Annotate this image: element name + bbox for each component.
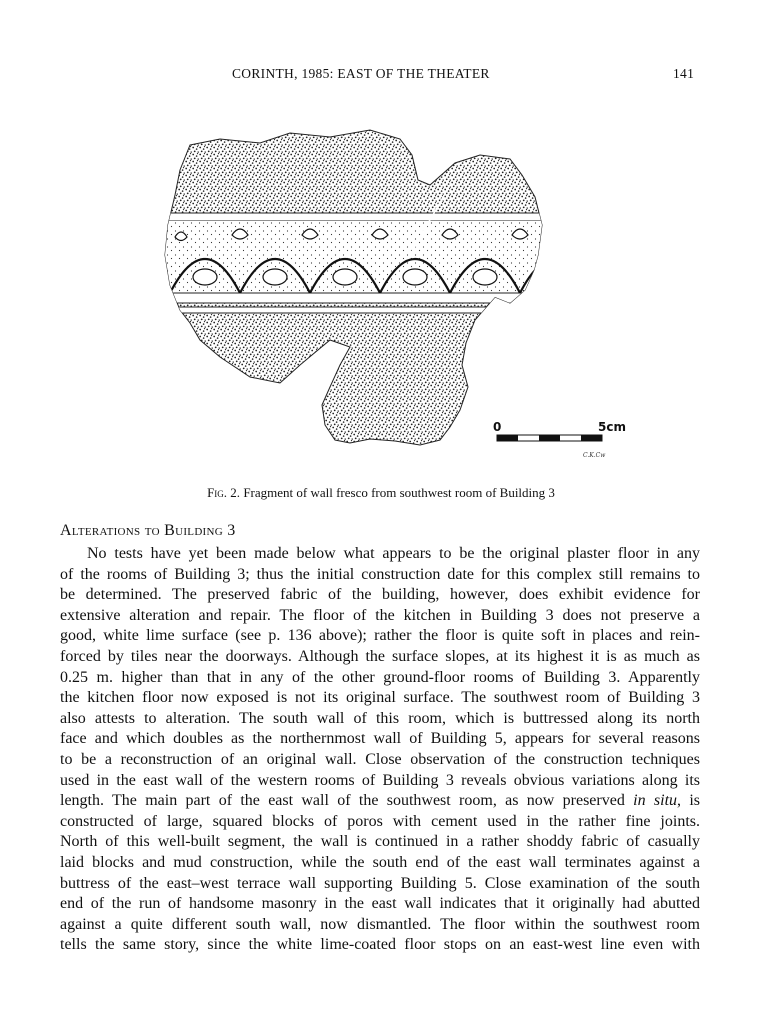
body-line-8: the kitchen floor now exposed is not its original surface. The southwest room of Building 3 xyxy=(60,689,700,707)
running-title: CORINTH, 1985: EAST OF THE THEATER xyxy=(232,66,490,81)
body-line-13 xyxy=(60,791,700,812)
body-line-13-text: length. The main part of the east wall of the southwest room, as now preserved xyxy=(60,792,625,810)
body-line-7: 0.25 m. higher than that in any of the other ground-floor rooms of Building 3. Apparently xyxy=(60,668,700,686)
body-line-15: North of this well-built segment, the wall is continued in a rather shoddy fabric of casually xyxy=(60,833,700,851)
body-line-14: constructed of large, squared blocks of poros with cement used in the rather fine joints. xyxy=(60,812,700,830)
body-text xyxy=(60,544,700,956)
body-line-12: used in the east wall of the western rooms of Building 3 reveals obvious variations along its xyxy=(60,771,700,789)
italic-in-situ: in situ xyxy=(633,792,678,810)
scale-zero-label: 0 xyxy=(493,420,502,434)
body-line-6: forced by tiles near the doorways. Although the surface slopes, at its highest it is as much as xyxy=(60,647,700,665)
body-line-11: to be a reconstruction of an original wall. Close observation of the construction techniques xyxy=(60,750,700,768)
figure-caption xyxy=(0,485,762,501)
caption-label: Fig. 2. xyxy=(207,485,241,500)
body-line-5: good, white lime surface (see p. 136 above); rather the floor is quite soft in places and rein- xyxy=(60,627,700,645)
page-number: 141 xyxy=(673,66,695,81)
artist-signature: C.K.Cw xyxy=(583,452,606,459)
body-line-18: end of the run of handsome masonry in the east wall indicates that it originally had abutted xyxy=(60,895,700,913)
body-line-4: extensive alteration and repair. The floor of the kitchen in Building 3 does not preserve a xyxy=(60,606,700,624)
scale-bar xyxy=(497,435,602,441)
section-heading: Alterations to Building 3 xyxy=(60,522,236,539)
scale-unit-label: 5cm xyxy=(598,420,626,434)
body-line-2: of the rooms of Building 3; thus the initial construction date for this complex still remains to xyxy=(60,565,700,583)
caption-text: Fragment of wall fresco from southwest room of Building 3 xyxy=(240,485,555,500)
body-line-20: tells the same story, since the white lime-coated floor stops on an east-west line even with xyxy=(60,936,700,954)
body-line-13-tail: , is xyxy=(677,792,700,810)
body-line-3: be determined. The preserved fabric of the building, however, does exhibit evidence for xyxy=(60,586,700,604)
body-line-1: No tests have yet been made below what appears to be the original plaster floor in any xyxy=(87,545,700,562)
fresco-figure xyxy=(150,125,650,470)
body-line-16: laid blocks and mud construction, while the south end of the east wall terminates against a xyxy=(60,853,700,871)
fresco-band xyxy=(150,213,590,313)
body-line-10: face and which doubles as the northernmost wall of Building 5, appears for several reasons xyxy=(60,730,700,748)
body-line-9: also attests to alteration. The south wall of this room, which is buttressed along its north xyxy=(60,709,700,727)
body-line-19: against a quite different south wall, now dismantled. The floor within the southwest room xyxy=(60,915,700,933)
body-line-17: buttress of the east–west terrace wall supporting Building 5. Close examination of the south xyxy=(60,874,700,892)
